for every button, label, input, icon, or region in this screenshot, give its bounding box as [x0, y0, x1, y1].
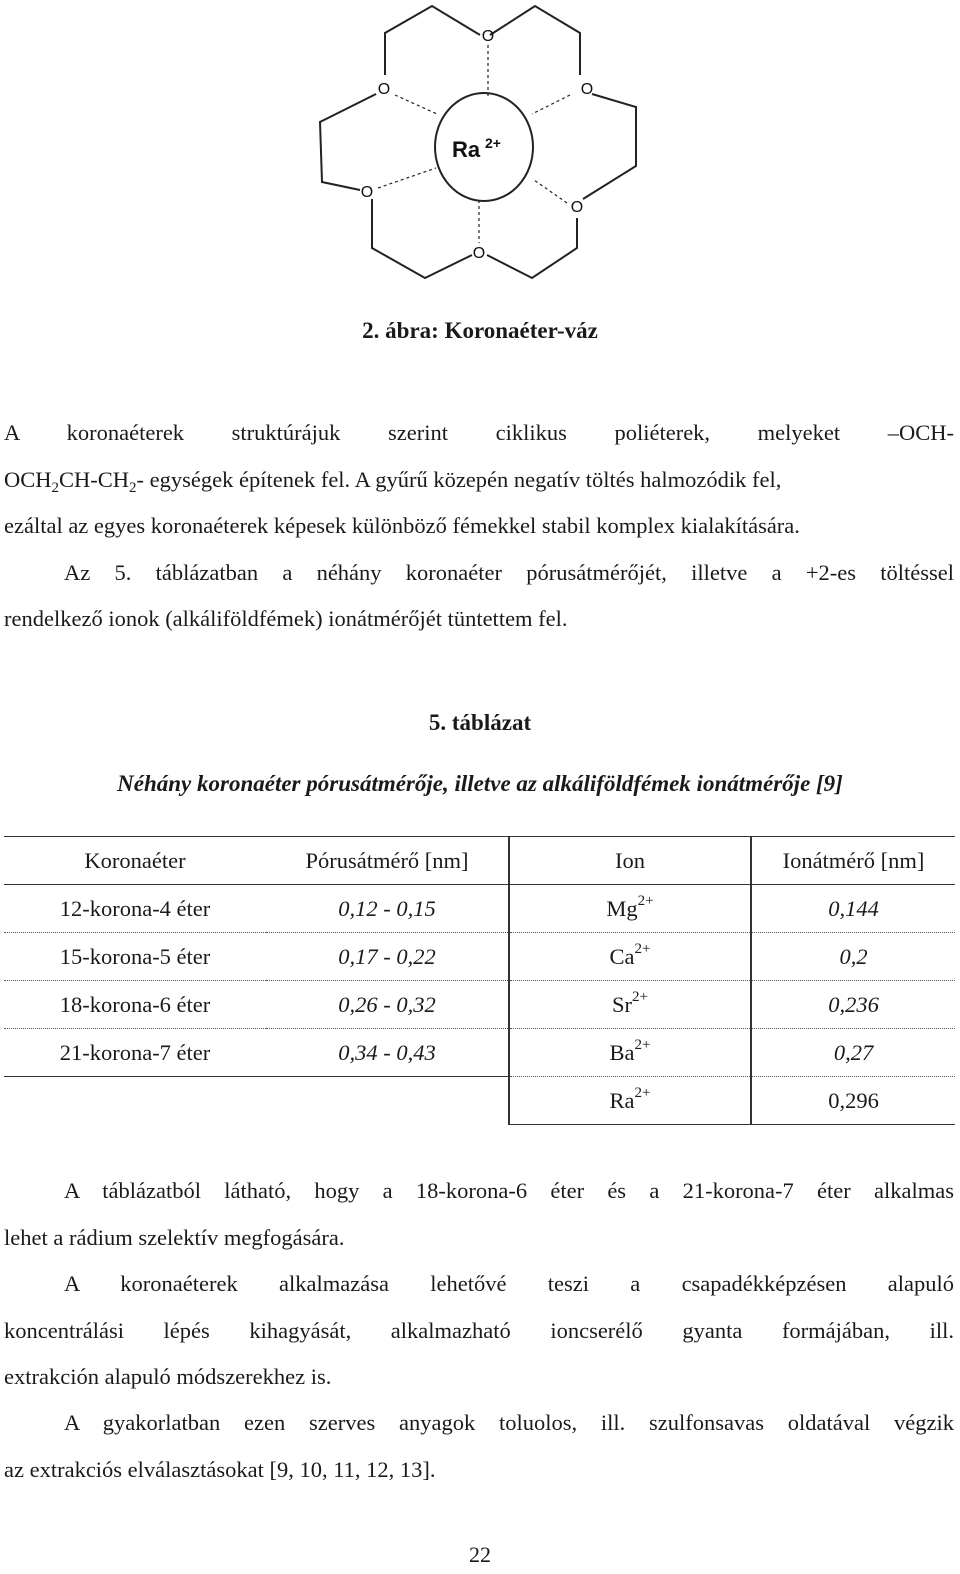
central-ion-charge: 2+ [485, 135, 501, 151]
cell-pore: 0,17 - 0,22 [266, 933, 509, 981]
ring-bond-top-left [385, 6, 480, 75]
cell-ion-diameter: 0,296 [751, 1077, 955, 1125]
oxygen-atom-lower-left: O [360, 184, 374, 201]
ring-bond-right-upper [583, 94, 636, 199]
oxygen-atom-top: O [481, 28, 495, 45]
cell-ion-diameter: 0,2 [751, 933, 955, 981]
paragraph-line: A koronaéterek struktúrájuk szerint ciklikus poliéterek, melyeket –OCH- [4, 420, 954, 445]
paragraph-line: az extrakciós elválasztásokat [9, 10, 11, 12, 13]. [4, 1456, 436, 1482]
cell-ion: $Ca^{2+}$ [509, 933, 751, 981]
oxygen-atom-upper-left: O [377, 81, 391, 98]
cell-ion: $Sr^{2+}$ [509, 981, 751, 1029]
table-row [4, 885, 955, 933]
ring-bond-top-right [490, 6, 580, 75]
cell-ion: $Ra^{2+}$ [509, 1077, 751, 1125]
header-pore-diameter: Pórusátmérő [nm] [266, 837, 509, 885]
coordination-line [395, 95, 437, 114]
figure-caption: 2. ábra: Koronaéter-váz [362, 318, 598, 343]
cell-ether: 12-korona-4 éter [4, 885, 266, 933]
cell-pore: 0,12 - 0,15 [266, 885, 509, 933]
coordination-line [532, 95, 570, 114]
table-row [4, 981, 955, 1029]
paragraph-line: koncentrálási lépés kihagyását, alkalmazható ioncserélő gyanta formájában, ill. [4, 1317, 954, 1343]
cell-ion-diameter: 0,144 [751, 885, 955, 933]
cell-ether [4, 1077, 266, 1125]
oxygen-atom-lower-right: O [570, 199, 584, 216]
paragraph-line: extrakción alapuló módszerekhez is. [4, 1364, 332, 1389]
paragraph-line: A koronaéterek alkalmazása lehetővé teszi a csapadékképzésen alapuló [64, 1271, 954, 1296]
header-ion: Ion [509, 837, 751, 885]
paragraph-1 [4, 410, 954, 643]
ring-bond-right-lower [487, 218, 577, 278]
paragraph-line: ezáltal az egyes koronaéterek képesek különböző fémekkel stabil komplex kialakítására. [4, 513, 800, 538]
paragraph-line: A gyakorlatban ezen szerves anyagok toluolos, ill. szulfonsavas oldatával végzik [64, 1410, 954, 1435]
cell-ether: 21-korona-7 éter [4, 1029, 266, 1077]
cell-pore [266, 1077, 509, 1125]
paragraph-line: lehet a rádium szelektív megfogására. [4, 1224, 345, 1250]
ring-bond-left-lower [372, 199, 472, 278]
header-ion-diameter: Ionátmérő [nm] [751, 837, 955, 885]
table-row [4, 1029, 955, 1077]
central-ion-circle [435, 93, 533, 201]
table-header-row [4, 837, 955, 885]
paragraph-line: Az 5. táblázatban a néhány koronaéter pórusátmérőjét, illetve a +2-es töltéssel [64, 559, 954, 585]
cell-ether: 15-korona-5 éter [4, 933, 266, 981]
oxygen-atom-bottom: O [472, 245, 486, 262]
cell-pore: 0,26 - 0,32 [266, 981, 509, 1029]
cell-ion-diameter: 0,236 [751, 981, 955, 1029]
paragraph-line: $OCH_2CH-CH_2-$ egységek építenek fel. A gyűrű közepén negatív töltés halmozódik fel, [4, 466, 782, 496]
paragraph-3 [4, 1261, 954, 1401]
page-number: 22 [469, 1542, 491, 1567]
header-crown-ether: Koronaéter [4, 837, 266, 885]
cell-ion-diameter: 0,27 [751, 1029, 955, 1077]
paragraph-line: A táblázatból látható, hogy a 18-korona-6 éter és a 21-korona-7 éter alkalmas [64, 1178, 954, 1203]
central-ion-symbol: Ra [452, 137, 481, 162]
table-subtitle: Néhány koronaéter pórusátmérője, illetve az alkáliföldfémek ionátmérője [9] [117, 771, 843, 796]
coordination-line [534, 180, 567, 203]
table-row [4, 1077, 955, 1125]
paragraph-2 [4, 1168, 954, 1261]
table-row [4, 933, 955, 981]
crown-ether-skeleton-diagram [0, 0, 960, 300]
ring-bond-left-upper [320, 94, 376, 190]
cell-ether: 18-korona-6 éter [4, 981, 266, 1029]
cell-ion: $Ba^{2+}$ [509, 1029, 751, 1077]
paragraph-4 [4, 1400, 954, 1493]
cell-ion: $Mg^{2+}$ [509, 885, 751, 933]
oxygen-atom-upper-right: O [580, 81, 594, 98]
crown-ether-table [4, 836, 955, 1125]
paragraph-line: rendelkező ionok (alkáliföldfémek) ionátmérőjét tüntettem fel. [4, 606, 568, 631]
coordination-line [378, 168, 436, 188]
table-title: 5. táblázat [428, 710, 532, 735]
cell-pore: 0,34 - 0,43 [266, 1029, 509, 1077]
